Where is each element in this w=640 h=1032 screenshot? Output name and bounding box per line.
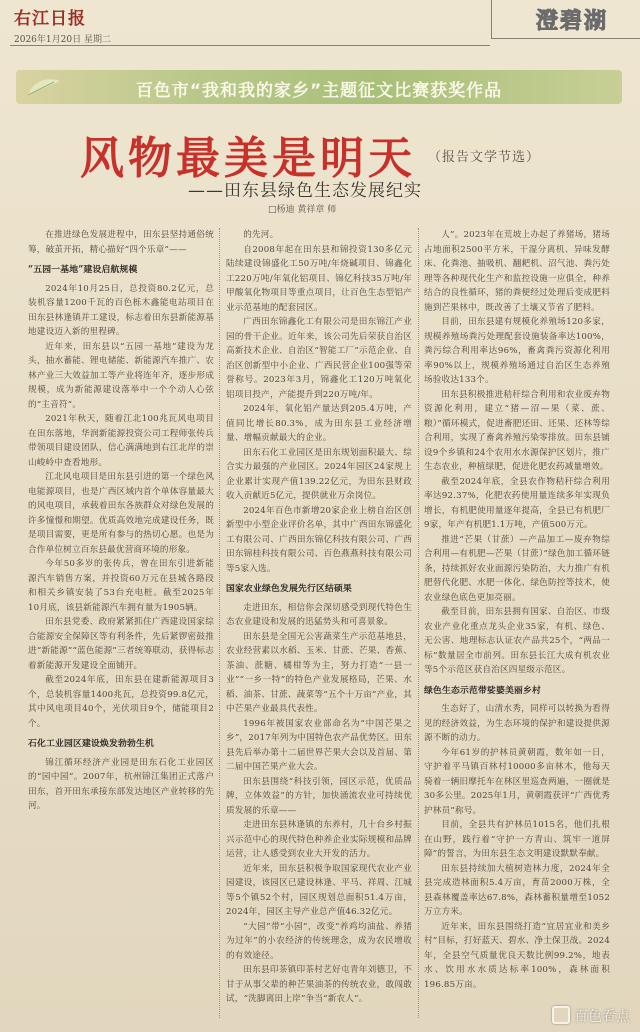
paragraph: 田东县持续加大植树造林力度，2024年全县完成造林面积5.4万亩，育苗2000万株，全县森林覆盖率达67.8%，森林蓄积量增至1052万立方米。 [424,863,610,917]
section-heading: 石化工业园区建设焕发勃勃生机 [28,739,154,749]
paragraph: 田东县印茶镇印茶村艺好屯青年刘德卫，不甘于从事父辈的种芒果油茶的传统农业，敢闯敢试，“洗脚离田上岸”争当“新农人”。 [226,965,412,1004]
paragraph: 在推进绿色发展进程中，田东县坚持通俗统筹，破茧开拓，精心描好“四个乐章”—— [28,230,214,255]
paragraph: 江北风电项目是田东县引进的第一个绿色风电能源项目，也是广西区域内首个单体容量最大的风电项目，承载着田东各族群众对绿色发展的许多憧憬和期望。优质高效地完成建设任务，既是项目需要，更是所有参与的热切心愿。也是为合作单位树立百东县最优营商环境的形象。 [28,472,214,555]
paragraph: 目前，田东县建有规模化养殖场120多家，规模养殖场粪污处理配套设施装备率达100%，粪污综合利用率达96%，畜禽粪污资源化利用率90%以上，规模养殖场通过自治区生态养殖场验收达133个。 [424,317,610,385]
paragraph: 走进田东县林逢镇的东养村，几十台乡村振兴示范中心的现代特色种养企业实际规模和品牌运营，让人感受到农业大开发的活力。 [226,820,412,859]
paragraph: 近年来，田东县围绕打造“宜居宜业和美乡村”目标，打好蓝天、碧水、净土保卫战。2024年，全县空气质量优良天数比例99.2%，地表水、饮用水水质达标率100%，森林面积196.85万亩。 [424,921,610,990]
paragraph: 田东县积极推进秸秆综合利用和农业废弃物资源化利用，建立“猪—沼—果（菜、蔗、粮）”循环模式，促进畜肥还田、还果、还林等综合利用，实现了畜禽养殖污染零排放。田东县铺设9个乡镇和24个农用水水源保护区划片，推广生态农业，种植绿肥，促进化肥农药减量增效。 [424,389,610,472]
watermark [552,1006,630,1026]
paragraph: “大园”带“小园”，改变“养鸡均油盐、养猪为过年”的小农经济的传统理念，成为农民增收的有效途径。 [226,921,412,961]
paragraph: 截至2024年底，田东县在建新能源项目3个，总装机容量1400兆瓦，总投资99.8亿元，其中风电项目40个，光伏项目9个，储能项目2个。 [28,675,214,729]
paragraph: 1996年被国家农业部命名为“中国芒果之乡”，2017年列为中国特色农产品优势区。田东县先后举办第十二届世界芒果大会以及首届、第二届中国芒果产业大会。 [226,718,412,772]
paragraph: 2024年百色市新增20家企业上榜自治区创新型中小型企业评价名单，其中广西田东锦盛化工有限公司、广西田东锦亿科技有限公司、广西田东锦桂科技有限公司、百色燕燕科技有限公司等5家入选。 [226,505,412,574]
paragraph: 2024年10月25日，总投资80.2亿元，总装机容量1200千瓦的百色栎木鑫能电站项目在田东县林逢镇并工建设，标志着田东县新能源基地建设迈入新的里程碑。 [28,283,214,337]
masthead: 右江日报 [14,9,86,29]
paragraph: 推进“芒果（甘蔗）—产品加工—废弃物综合利用—有机肥—芒果（甘蔗）”绿色加工循环链条，持续抓好农业面源污染防治，大力推广有机肥替代化肥、水肥一体化、绿色防控等技术，使农业绿色底色更加亮丽。 [424,534,610,603]
paragraph: 走进田东，相信你会深切感受到现代特色生态农业建设和发展的迅猛势头和可喜景象。 [226,602,412,627]
paragraph: 田东县党委、政府紧紧抓住广西建设国家综合能源安全保障区等有利条件，先后紧锣密鼓推进“新能源”“蓝色能源”三者统筹联动，获得标志着新能源开发建设全面铺开。 [28,617,214,671]
paragraph: 截至2024年底，全县农作物秸秆综合利用率达92.37%，化肥农药使用量连续多年实现负增长，有机肥使用量逐年提高，全县已有机肥厂9家，年产有机肥1.1万吨，产值500万元。 [424,476,610,530]
paragraph: 2021年秋天，随着江北100兆瓦风电项目在田东落地，华润新能源投资公司工程师张传兵带领项目建设团队，信心满满地到右江北岸的崇山峻岭中查看地形。 [28,414,214,468]
paragraph: 广西田东锦鑫化工有限公司是田东锦江产业园的骨干企业。近年来，该公司先后荣获自治区高新技术企业、自治区“智能工厂”示范企业、自治区创新型中小企业、广西民营企业100强等荣誉称号。2023年3月，锦鑫化工120万吨氧化铝项目投产，产能提升到220万吨/年。 [226,317,412,400]
paragraph: 目前，全县共有护林员1015名，他们扎根在山野，践行着“守护一方青山、筑牢一道屏障”的誓言，为田东县生态文明建设默默奉献。 [424,820,610,859]
paragraph: 自2008年起在田东县和锦投资130多亿元陆续建设锦盛化工50万吨/年烧碱项目、锦鑫化工220万吨/年氧化铝项目、锦亿科技35万吨/年甲酸氧化物项目等重点项目，让百色生态型铝产业示范基地的配套园区。 [226,244,412,313]
app-logo-icon [552,1006,570,1024]
section-heading: 绿色生态示范带娑婆美丽乡村 [424,685,541,696]
paragraph: 田东县围绕“科技引领，园区示范，优质品牌，立体效益”的方针，加快涌流农业可持续优质发展的乐章—— [226,776,412,816]
issue-date: 2026年1月20日 星期二 [14,35,111,45]
paragraph: 生态好了，山清水秀，同样可以转换为看得见的经济效益，为生态环境的保护和建设提供源源不断的动力。 [424,704,610,743]
header-rule [10,45,490,46]
column-divider [418,228,419,1018]
article-subtitle: ——田东县绿色生态发展纪实 [188,181,422,201]
article-kicker: （报告文学节选） [428,150,541,165]
section-name: 澄碧湖 [535,8,608,34]
paragraph: 近年来，田东县以“五园一基地”建设为龙头，抽水蓄能、锂电储能、新能源汽车推广、农林产业三大效益加工等产业将连年齐，逐步形成规模，成为新能源建设落举中一个个动人心弦的“主音符”。 [28,341,214,410]
paragraph: 2024年，氧化铝产量达到205.4万吨，产值同比增长80.3%，成为田东县工业经济增量、增幅贡献最大的企业。 [226,404,412,443]
paragraph: 近年来，田东县积极争取国家现代农业产业园建设，该园区已建设林逢、平马、祥周、江城等5个镇52个村，园区规划总面积51.4万亩，2024年，园区主导产业总产值46.32亿元。 [226,863,412,917]
column-3 [424,228,610,992]
section-heading: “五园一基地”建设启航规模 [28,265,138,275]
paragraph: 人”。2023年在荒坡上办起了养猪场，猪场占地面积2500平方米，干湿分离机、异味发酵床、化粪池、抽吸机、翻耙机、沼气池、粪污处理等各种现代化生产和监控设施一应俱全，种养结合的良性循环，猪的粪便经过处理后变成肥料施到芒果林中，既改善了土壤又节省了肥料。 [424,230,610,313]
column-divider [219,228,220,1018]
banner [16,70,622,104]
watermark-text: 百色看点 [574,1009,630,1025]
paragraph: 今年50多岁的张传兵，曾在田东引进新能源汽车销售方案，并投资60万元在县城各路段和相关乡镇安装了53台充电桩。截至2025年10月底，该县新能源汽车拥有量为1905辆。 [28,559,214,613]
banner-title: 百色市“我和我的家乡”主题征文比赛获奖作品 [135,81,503,101]
paragraph: 田东县是全国无公害蔬菜生产示范基地县，农业经营素以水稻、玉米、甘蔗、芒果、香蕉、茶油、蔗糖、橘柑等为主，努力打造“一县一业”“一乡一特”的特色产业发展格局，芒果、水稻、油茶、甘蔗、蔬菜等“五个十万亩”产业，其中芒果产业最具代表性。 [226,631,412,714]
article-headline: 风物最美是明天 [80,133,416,184]
article-byline: □杨迪 黄祥章 师 [268,205,337,215]
column-2 [226,228,412,1007]
section-heading: 国家农业绿色发展先行区结硕果 [226,584,352,594]
paragraph: 今年61岁的护林员黄朝霞，数年如一日，守护着平马镇百林村10000多亩林木，他每天骑着一辆旧摩托车在林区里巡查两遍，一圈就是30多公里。2025年1月，黄朝霞获评“广西优秀护林员”称号。 [424,747,610,816]
column-1 [28,228,214,814]
paragraph: 的先河。 [243,230,279,240]
paragraph: 截至目前，田东县拥有国家、自治区、市级农业产业化重点龙头企业35家，有机、绿色、无公害、地理标志认证农产品共25个，“两品一标”数量居全市前列。田东县长江大成有机农业等5个示范区获自治区四星级示范区。 [424,607,610,675]
paragraph: 锦江循环经济产业园是田东石化工业园区的“园中园”。2007年，杭州锦江集团正式落户田东，首开田东承接东部发达地区产业转移的先河。 [28,757,214,811]
paragraph: 田东石化工业园区是田东规划面积最大、综合实力最强的产业园区。2024年园区24家规上企业累计实现产值139.22亿元，为田东县财政收入贡献近5亿元，提供就业万余岗位。 [226,447,412,501]
